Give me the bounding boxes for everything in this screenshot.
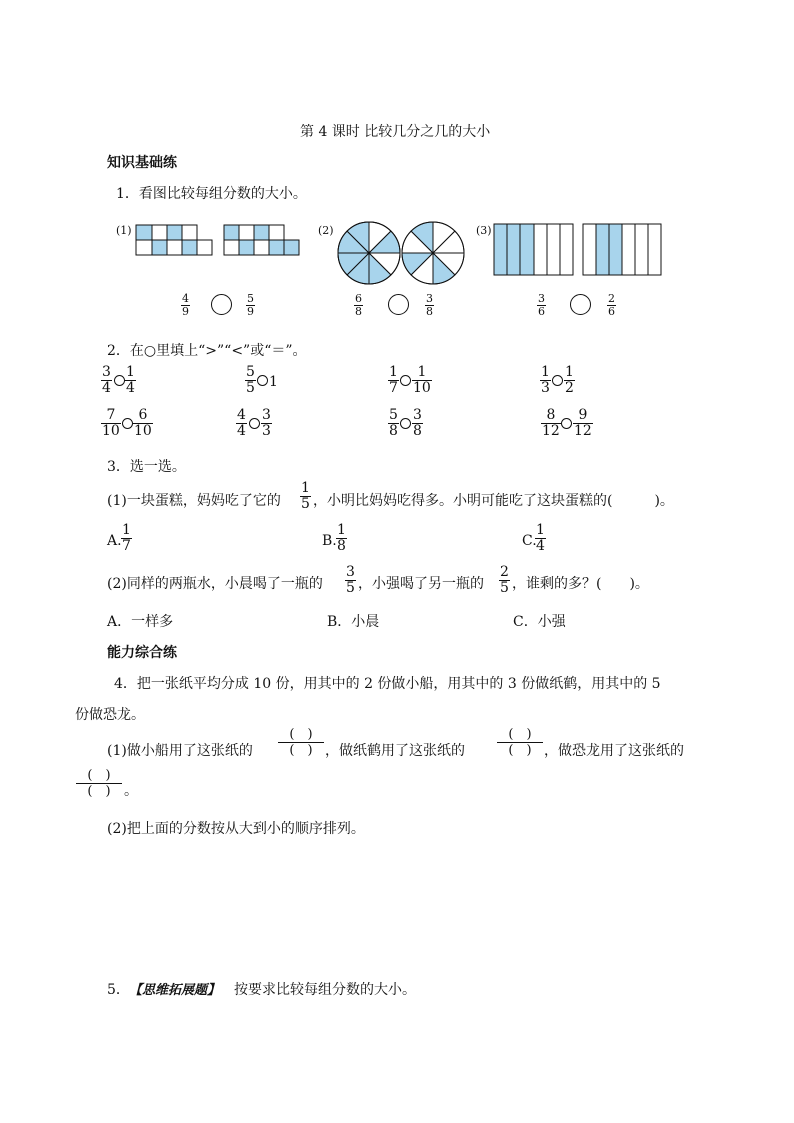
question-4-stem-line2: 份做恐龙。 [75,707,145,723]
q4-part1-a: (1)做小船用了这张纸的 [107,743,253,759]
q3-part2-option-c[interactable]: C．小强 [513,614,566,630]
fraction-circle-3-8 [402,222,464,284]
q3-option-c-fraction: $\frac{1}{4}$ [536,522,545,554]
q2-r1-c4-b: $\frac{1}{2}$ [565,364,574,396]
q3-part1-fraction: $\frac{1}{5}$ [301,480,310,512]
section-heading-ability: 能力综合练 [107,645,177,661]
q2-r2-c1-b: $\frac{6}{10}$ [134,407,152,439]
fraction-bar-5-9 [224,225,299,255]
fraction-bar-4-9 [136,225,212,255]
q1-label-1: (1) [116,224,132,237]
q2-circle-r1c4[interactable] [552,375,563,386]
q3-option-b-fraction: $\frac{1}{8}$ [337,522,346,554]
page-title: 第 4 课时 比较几分之几的大小 [300,124,491,140]
q1-fraction-2b: $\frac{3}{8}$ [426,292,433,318]
question-5-text: 按要求比较每组分数的大小。 [234,982,416,998]
q3-part2-fraction-1: $\frac{3}{5}$ [346,564,355,596]
q2-r1-c3-a: $\frac{1}{7}$ [389,364,398,396]
question-3-stem: 3．选一选。 [107,459,186,475]
q1-fraction-1a: $\frac{4}{9}$ [182,292,189,318]
q1-label-3: (3) [476,224,492,237]
q4-part1-b: ，做纸鹤用了这张纸的 [325,743,465,759]
q1-fraction-3b: $\frac{2}{6}$ [608,292,615,318]
q2-r2-c3-a: $\frac{5}{8}$ [389,407,398,439]
compare-circle-3[interactable] [570,294,591,315]
q3-part2-option-b[interactable]: B．小晨 [327,614,380,630]
q3-option-c-label[interactable]: C. [522,533,537,549]
question-2-stem: 2．在○里填上“>”“<”或“＝”。 [107,343,307,359]
q2-r1-c1-a: $\frac{3}{4}$ [102,364,111,396]
question-1-stem: 1．看图比较每组分数的大小。 [116,186,307,202]
q2-r2-c4-b: $\frac{9}{12}$ [574,407,592,439]
q3-option-a-label[interactable]: A. [107,533,122,549]
compare-circle-1[interactable] [211,294,232,315]
question-5-tag: 【思维拓展题】 [129,983,221,998]
q2-r1-c3-b: $\frac{1}{10}$ [413,364,431,396]
q2-r2-c2-a: $\frac{4}{4}$ [237,407,246,439]
fraction-strips-3-6 [494,224,573,275]
q4-blank-fraction-crane[interactable]: ( ) ( ) [497,727,543,758]
q1-fraction-1b: $\frac{5}{9}$ [247,292,254,318]
q2-r2-c2-b: $\frac{3}{3}$ [262,407,271,439]
q2-circle-r1c1[interactable] [114,375,125,386]
q2-r2-c4-a: $\frac{8}{12}$ [542,407,560,439]
q2-r1-c1-b: $\frac{1}{4}$ [126,364,135,396]
compare-circle-2[interactable] [388,294,409,315]
question-5-number: 5． [107,982,130,998]
q3-option-b-label[interactable]: B. [322,533,337,549]
q3-part2-option-a[interactable]: A．一样多 [107,614,174,630]
q3-option-a-fraction: $\frac{1}{7}$ [122,522,131,554]
section-heading-basic: 知识基础练 [107,155,177,171]
fraction-strips-2-6 [583,224,661,275]
q3-part2-post: ，谁剩的多？( )。 [512,576,649,592]
q2-circle-r2c1[interactable] [122,418,133,429]
fraction-circle-6-8 [338,222,400,284]
question-4-stem-line1: 4．把一张纸平均分成 10 份，用其中的 2 份做小船，用其中的 3 份做纸鹤，用其中的 5 [114,676,661,692]
q4-part1-c: ，做恐龙用了这张纸的 [544,743,684,759]
q3-part2-fraction-2: $\frac{2}{5}$ [500,564,509,596]
q1-label-2: (2) [318,224,334,237]
q2-r1-c2-a: $\frac{5}{5}$ [246,364,255,396]
q3-part1-post: ，小明比妈妈吃得多。小明可能吃了这块蛋糕的( )。 [313,493,674,509]
q2-circle-r2c4[interactable] [561,418,572,429]
q1-fraction-3a: $\frac{3}{6}$ [538,292,545,318]
q3-part2-pre: (2)同样的两瓶水，小晨喝了一瓶的 [107,576,323,592]
q2-r2-c3-b: $\frac{3}{8}$ [413,407,422,439]
q2-r1-c4-a: $\frac{1}{3}$ [541,364,550,396]
q2-circle-r2c2[interactable] [249,418,260,429]
q3-part2-mid: ，小强喝了另一瓶的 [358,576,484,592]
q4-blank-fraction-boat[interactable]: ( ) ( ) [278,727,324,758]
q3-part1-pre: (1)一块蛋糕，妈妈吃了它的 [107,493,281,509]
q2-circle-r1c3[interactable] [400,375,411,386]
q4-part2: (2)把上面的分数按从大到小的顺序排列。 [107,821,365,837]
q2-circle-r2c3[interactable] [400,418,411,429]
q4-part1-end: 。 [124,783,138,799]
q2-circle-r1c2[interactable] [257,375,268,386]
q2-r2-c1-a: $\frac{7}{10}$ [102,407,120,439]
q1-fraction-2a: $\frac{6}{8}$ [355,292,362,318]
q4-blank-fraction-dinosaur[interactable]: ( ) ( ) [76,768,122,799]
q2-r1-c2-b: 1 [269,374,278,390]
